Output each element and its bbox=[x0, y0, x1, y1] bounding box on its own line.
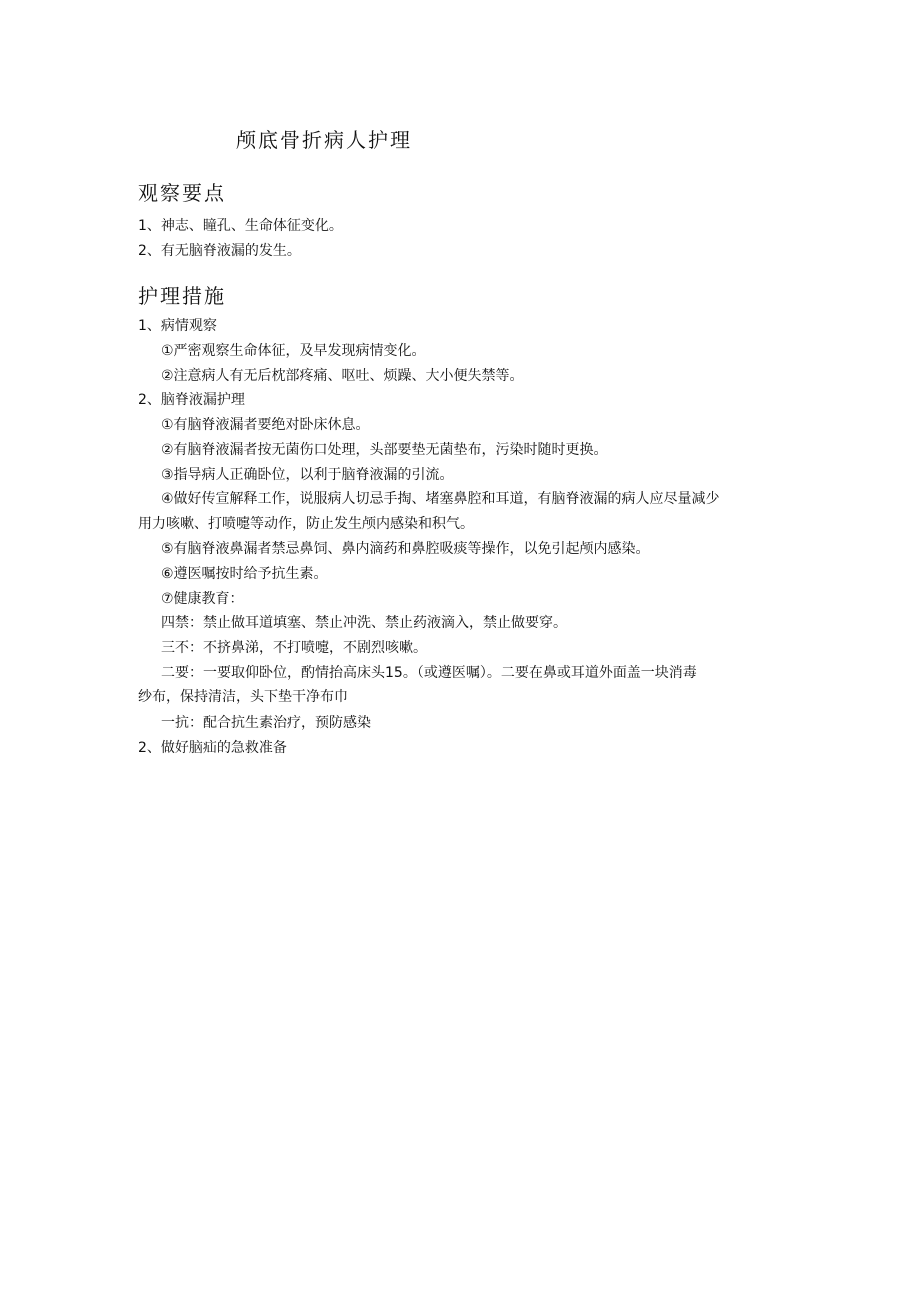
nursing-item-1-label: 1、病情观察 bbox=[138, 318, 217, 334]
section-heading-nursing: 护理措施 bbox=[138, 284, 226, 308]
nursing-item-2-sub-5: ⑤有脑脊液鼻漏者禁忌鼻饲、鼻内滴药和鼻腔吸痰等操作，以免引起颅内感染。 bbox=[161, 541, 650, 557]
health-education-four-prohibitions: 四禁：禁止做耳道填塞、禁止冲洗、禁止药液滴入，禁止做要穿。 bbox=[161, 615, 567, 631]
nursing-item-2-sub-4: ④做好传宣解释工作，说服病人切忌手掏、堵塞鼻腔和耳道，有脑脊液漏的病人应尽量减少 bbox=[161, 491, 720, 507]
nursing-item-2-sub-3: ③指导病人正确卧位，以利于脑脊液漏的引流。 bbox=[161, 467, 454, 483]
nursing-item-2-sub-7: ⑦健康教育： bbox=[161, 591, 244, 607]
health-education-one-resist: 一抗：配合抗生素治疗，预防感染 bbox=[161, 715, 371, 731]
health-education-two-musts-cont: 纱布，保持清洁，头下垫干净布巾 bbox=[138, 689, 348, 705]
section-heading-observation: 观察要点 bbox=[138, 181, 226, 205]
health-education-three-donts: 三不：不挤鼻涕，不打喷嚏，不剧烈咳嗽。 bbox=[161, 640, 427, 656]
nursing-item-1-sub-1: ①严密观察生命体征，及早发现病情变化。 bbox=[161, 343, 426, 359]
observation-item-1: 1、神志、瞳孔、生命体征变化。 bbox=[138, 218, 343, 234]
nursing-item-3-label: 2、做好脑疝的急救准备 bbox=[138, 740, 287, 756]
document-title: 颅底骨折病人护理 bbox=[236, 128, 412, 152]
nursing-item-2-label: 2、脑脊液漏护理 bbox=[138, 392, 245, 408]
nursing-item-2-sub-6: ⑥遵医嘱按时给予抗生素。 bbox=[161, 566, 328, 582]
health-education-two-musts: 二要：一要取仰卧位，酌情抬高床头15。（或遵医嘱）。二要在鼻或耳道外面盖一块消毒 bbox=[161, 665, 697, 681]
nursing-item-2-sub-2: ②有脑脊液漏者按无菌伤口处理，头部要垫无菌垫布，污染时随时更换。 bbox=[161, 442, 608, 458]
observation-item-2: 2、有无脑脊液漏的发生。 bbox=[138, 243, 301, 259]
nursing-item-2-sub-1: ①有脑脊液漏者要绝对卧床休息。 bbox=[161, 417, 370, 433]
nursing-item-2-sub-4-cont: 用力咳嗽、打喷嚏等动作，防止发生颅内感染和积气。 bbox=[138, 516, 474, 532]
nursing-item-1-sub-2: ②注意病人有无后枕部疼痛、呕吐、烦躁、大小便失禁等。 bbox=[161, 368, 524, 384]
